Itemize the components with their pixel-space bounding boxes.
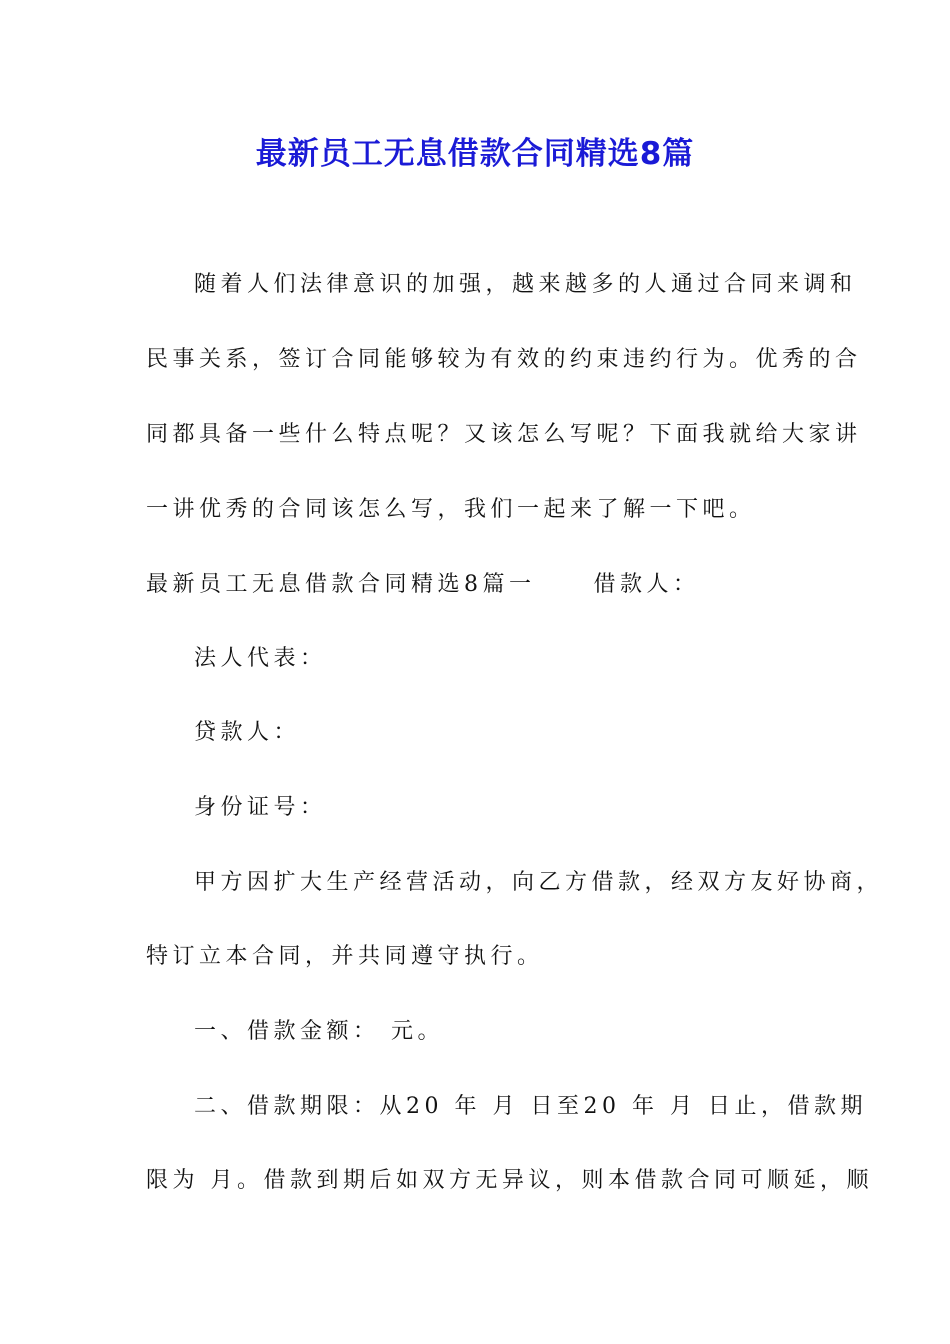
lender-label: 贷款人：	[194, 720, 301, 745]
paragraph-line: 一讲优秀的合同该怎么写，我们一起来了解一下吧。	[146, 497, 756, 522]
paragraph-line: 民事关系，签订合同能够较为有效的约束违约行为。优秀的合	[146, 347, 862, 372]
clause-loan-term: 二、借款期限：从20 年 月 日至20 年 月 日止，借款期	[194, 1094, 867, 1119]
paragraph-line: 特订立本合同，并共同遵守执行。	[146, 944, 544, 969]
paragraph-line: 限为 月。借款到期后如双方无异议，则本借款合同可顺延，顺	[146, 1168, 873, 1193]
document-title: 最新员工无息借款合同精选8篇	[255, 136, 695, 172]
id-number-label: 身份证号：	[194, 795, 327, 820]
paragraph-line: 同都具备一些什么特点呢？又该怎么写呢？下面我就给大家讲	[146, 422, 862, 447]
borrower-label: 借款人：	[593, 572, 700, 597]
legal-representative-label: 法人代表：	[194, 646, 327, 671]
paragraph-line: 甲方因扩大生产经营活动，向乙方借款，经双方友好协商，	[194, 870, 884, 895]
section-heading-line	[146, 570, 700, 600]
clause-loan-amount: 一、借款金额： 元。	[194, 1019, 444, 1044]
section-heading: 最新员工无息借款合同精选8篇一	[146, 572, 536, 597]
paragraph-line: 随着人们法律意识的加强，越来越多的人通过合同来调和	[194, 272, 857, 297]
